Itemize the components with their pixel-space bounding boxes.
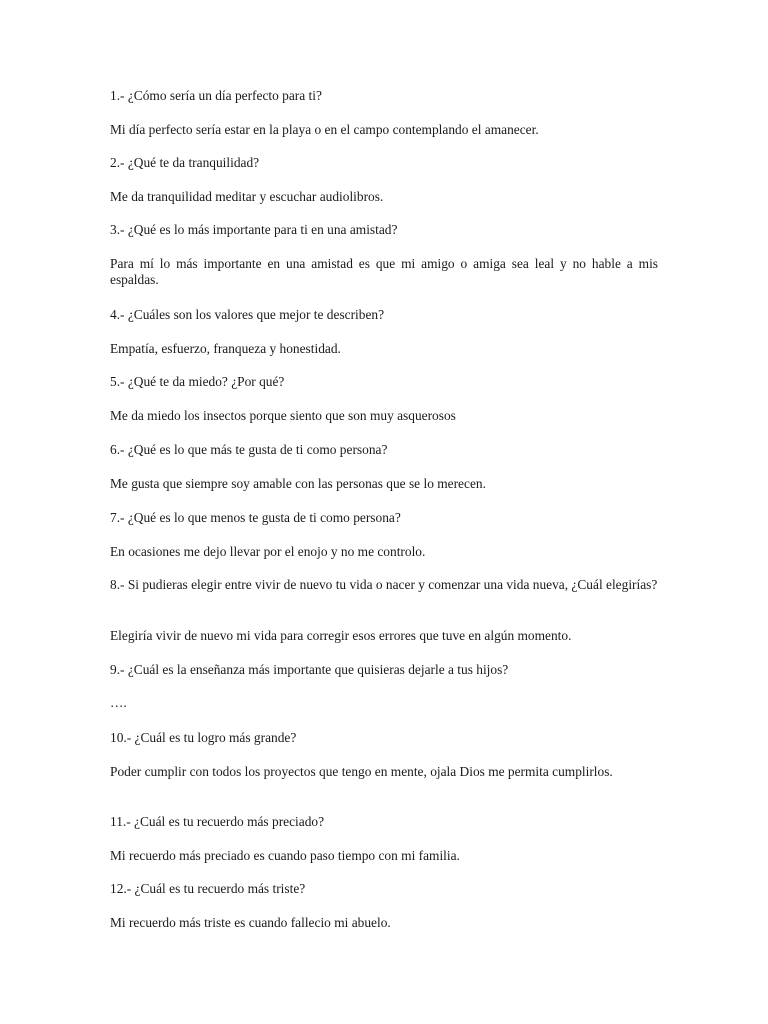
question-5: 5.- ¿Qué te da miedo? ¿Por qué? [110,374,285,389]
answer-9: …. [110,695,127,710]
answer-8: Elegiría vivir de nuevo mi vida para corregir esos errores que tuve en algún momento. [110,628,572,643]
question-6: 6.- ¿Qué es lo que más te gusta de ti como persona? [110,442,388,457]
answer-7: En ocasiones me dejo llevar por el enojo y no me controlo. [110,544,426,559]
answer-2: Me da tranquilidad meditar y escuchar audiolibros. [110,189,384,204]
question-3: 3.- ¿Qué es lo más importante para ti en una amistad? [110,222,398,237]
question-8: 8.- Si pudieras elegir entre vivir de nuevo tu vida o nacer y comenzar una vida nueva, ¿Cuál elegirías? [110,577,658,592]
question-9: 9.- ¿Cuál es la enseñanza más importante que quisieras dejarle a tus hijos? [110,662,509,677]
question-7: 7.- ¿Qué es lo que menos te gusta de ti como persona? [110,510,401,525]
question-4: 4.- ¿Cuáles son los valores que mejor te describen? [110,307,385,322]
answer-3: Para mí lo más importante en una amistad es que mi amigo o amiga sea leal y no hable a mis espaldas. [110,256,658,287]
answer-12: Mi recuerdo más triste es cuando fallecio mi abuelo. [110,915,391,930]
question-12: 12.- ¿Cuál es tu recuerdo más triste? [110,881,306,896]
question-10: 10.- ¿Cuál es tu logro más grande? [110,730,297,745]
answer-10: Poder cumplir con todos los proyectos que tengo en mente, ojala Dios me permita cumplirlos. [110,764,613,779]
answer-1: Mi día perfecto sería estar en la playa o en el campo contemplando el amanecer. [110,122,539,137]
answer-5: Me da miedo los insectos porque siento que son muy asquerosos [110,408,456,423]
answer-6: Me gusta que siempre soy amable con las personas que se lo merecen. [110,476,486,491]
answer-4: Empatía, esfuerzo, franqueza y honestidad. [110,341,341,356]
question-2: 2.- ¿Qué te da tranquilidad? [110,155,260,170]
answer-11: Mi recuerdo más preciado es cuando paso tiempo con mi familia. [110,848,460,863]
question-1: 1.- ¿Cómo sería un día perfecto para ti? [110,88,322,103]
question-11: 11.- ¿Cuál es tu recuerdo más preciado? [110,814,325,829]
